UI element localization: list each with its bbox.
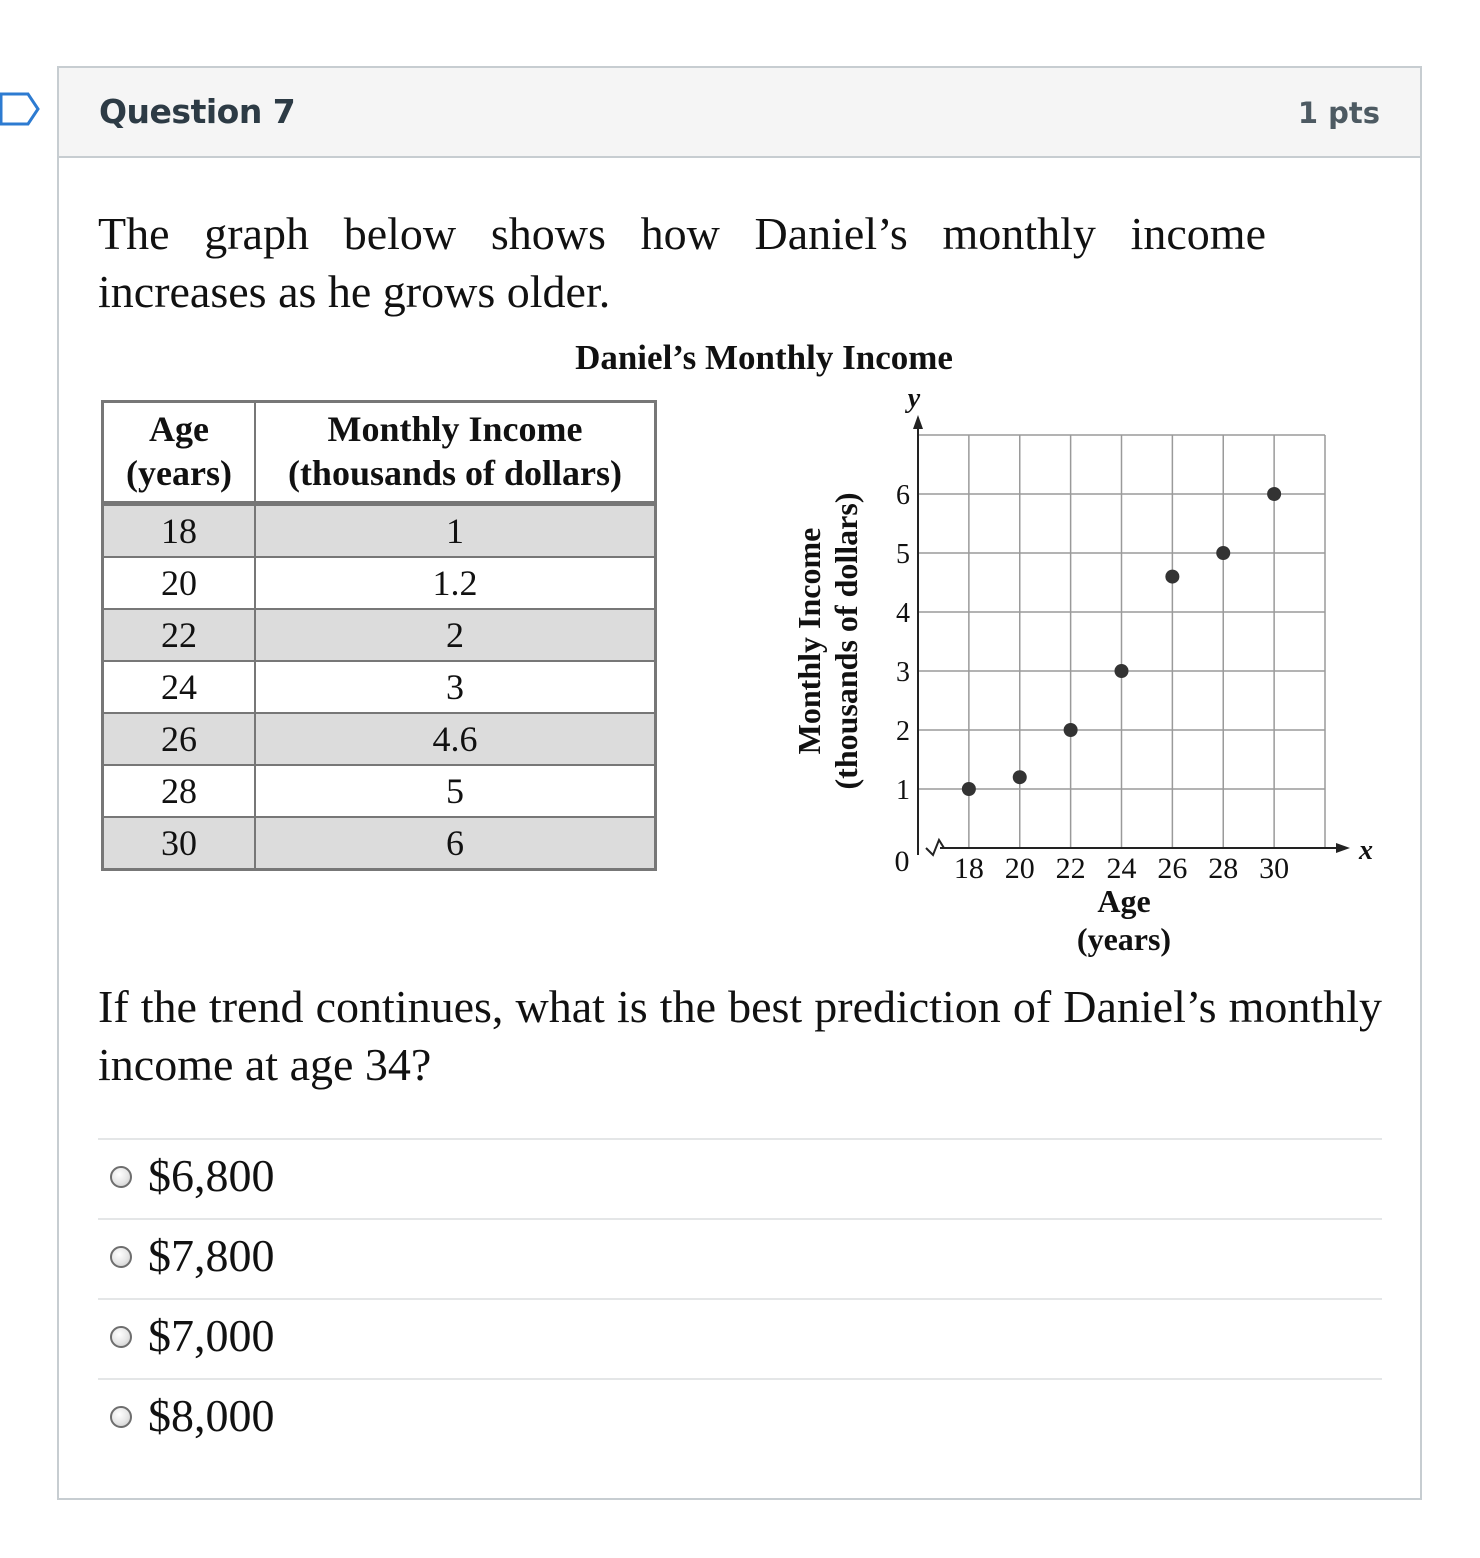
age-cell: 28 — [103, 765, 256, 817]
question-intro-text: The graph below shows how Daniel’s monthly income increases as he grows older. — [98, 208, 1266, 317]
x-axis-label: Age — [1097, 883, 1151, 919]
data-point — [1216, 546, 1230, 560]
radio-button[interactable] — [110, 1246, 132, 1268]
answer-label[interactable]: $7,800 — [148, 1230, 275, 1281]
age-cell: 24 — [103, 661, 256, 713]
income-cell: 2 — [255, 609, 656, 661]
x-tick-label: 28 — [1208, 852, 1239, 885]
origin-label: 0 — [894, 845, 910, 878]
table-row — [103, 661, 656, 713]
figure-title: Daniel’s Monthly Income — [575, 338, 953, 377]
answer-label[interactable]: $6,800 — [148, 1150, 275, 1201]
x-tick-label: 20 — [1004, 852, 1035, 885]
x-axis-label-units: (years) — [1076, 921, 1172, 957]
table-row — [103, 609, 656, 661]
income-scatter-chart — [780, 385, 1390, 965]
answer-label[interactable]: $8,000 — [148, 1390, 275, 1441]
y-tick-label: 4 — [896, 598, 910, 629]
age-column-header: Age (years) — [103, 402, 256, 504]
x-tick-label: 18 — [953, 852, 984, 885]
data-point — [1013, 770, 1027, 784]
y-tick-label: 5 — [896, 539, 910, 570]
y-tick-label: 6 — [896, 480, 910, 511]
x-axis-letter: x — [1359, 835, 1373, 866]
data-point — [1165, 570, 1179, 584]
y-tick-label: 3 — [896, 657, 910, 688]
y-axis-label: Monthly Income — [791, 527, 827, 755]
data-point — [1064, 723, 1078, 737]
age-cell: 26 — [103, 713, 256, 765]
y-axis-label-units: (thousands of dollars) — [828, 492, 864, 790]
x-tick-label: 30 — [1259, 852, 1290, 885]
table-row — [103, 557, 656, 609]
x-axis-arrow-icon — [1336, 843, 1350, 853]
question-title: Question 7 — [99, 92, 296, 131]
answer-option[interactable] — [98, 1298, 1382, 1378]
income-cell: 3 — [255, 661, 656, 713]
income-cell: 6 — [255, 817, 656, 870]
income-cell: 1.2 — [255, 557, 656, 609]
income-column-header: Monthly Income (thousands of dollars) — [255, 402, 656, 504]
income-cell: 1 — [255, 504, 656, 558]
age-cell: 30 — [103, 817, 256, 870]
bookmark-flag-icon[interactable] — [0, 92, 40, 126]
table-row — [103, 765, 656, 817]
x-tick-label: 26 — [1157, 852, 1188, 885]
answer-list — [98, 1138, 1382, 1458]
data-point — [1267, 487, 1281, 501]
answer-option[interactable] — [98, 1138, 1382, 1218]
table-row — [103, 713, 656, 765]
x-tick-label: 22 — [1055, 852, 1086, 885]
age-cell: 22 — [103, 609, 256, 661]
age-cell: 18 — [103, 504, 256, 558]
x-tick-label: 24 — [1106, 852, 1137, 885]
y-tick-label: 1 — [896, 775, 910, 806]
radio-button[interactable] — [110, 1326, 132, 1348]
question-prompt-text: If the trend continues, what is the best prediction of Daniel’s monthly income at age 34? — [98, 981, 1382, 1090]
data-point — [962, 782, 976, 796]
answer-option[interactable] — [98, 1378, 1382, 1458]
data-point — [1115, 664, 1129, 678]
y-axis-letter: y — [907, 385, 921, 414]
income-cell: 5 — [255, 765, 656, 817]
table-row — [103, 504, 656, 558]
y-tick-label: 2 — [896, 716, 910, 747]
table-header-row — [103, 402, 656, 504]
income-table — [101, 400, 657, 871]
answer-option[interactable] — [98, 1218, 1382, 1298]
table-row — [103, 817, 656, 870]
question-points: 1 pts — [1297, 96, 1380, 130]
age-cell: 20 — [103, 557, 256, 609]
question-header — [59, 68, 1420, 158]
income-cell: 4.6 — [255, 713, 656, 765]
radio-button[interactable] — [110, 1166, 132, 1188]
y-axis-arrow-icon — [913, 415, 923, 429]
answer-label[interactable]: $7,000 — [148, 1310, 275, 1361]
radio-button[interactable] — [110, 1406, 132, 1428]
